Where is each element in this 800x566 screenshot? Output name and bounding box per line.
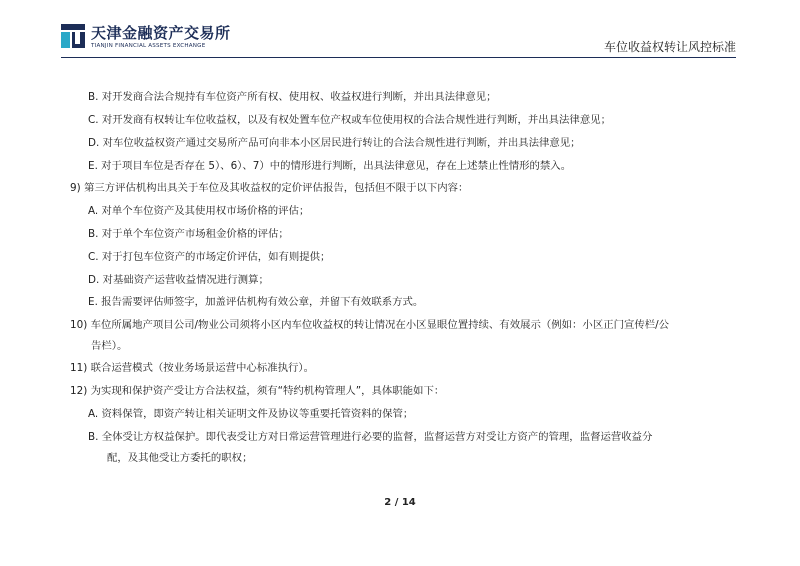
numbered-item-12: 12) 为实现和保护资产受让方合法权益，须有“特约机构管理人”，具体职能如下： [70, 385, 445, 397]
list-item-e-prohibited: E. 对于项目车位是否存在 5）、6）、7）中的情形进行判断，出具法律意见，存在上述禁止性情形的禁入。 [88, 160, 572, 172]
list-item-b-ownership: B. 对开发商合法合规持有车位资产所有权、使用权、收益权进行判断，并出具法律意见； [88, 91, 497, 103]
list-item-c-transfer-right: C. 对开发商有权转让车位收益权，以及有权处置车位产权或车位使用权的合法合规性进行判断，并出具法律意见； [88, 114, 611, 126]
list-item-d-revenue-estimate: D. 对基础资产运营收益情况进行测算； [88, 274, 269, 286]
list-item-e-appraiser-signature: E. 报告需要评估师签字，加盖评估机构有效公章，并留下有效联系方式。 [88, 296, 424, 308]
list-item-a-market-price: A. 对单个车位资产及其使用权市场价格的评估； [88, 205, 310, 217]
list-item-b-rent-price: B. 对于单个车位资产市场租金价格的评估； [88, 228, 289, 240]
header-divider [61, 57, 736, 58]
tjfae-logo [61, 24, 251, 54]
numbered-item-10-continued: 告栏）。 [91, 340, 128, 352]
numbered-item-11: 11) 联合运营模式（按业务场景运营中心标准执行）。 [70, 362, 314, 374]
document-title: 车位收益权转让风控标准 [603, 40, 736, 54]
page-number: 2 / 14 [384, 497, 416, 508]
list-item-b-continued: 配，及其他受让方委托的职权； [107, 452, 253, 464]
logo-english-name: TIANJIN FINANCIAL ASSETS EXCHANGE [91, 43, 206, 49]
list-item-a-document-custody: A. 资料保管，即资产转让相关证明文件及协议等重要托管资料的保管； [88, 408, 414, 420]
list-item-b-rights-protection: B. 全体受让方权益保护。即代表受让方对日常运营管理进行必要的监督，监督运营方对受让方资产的管理，监督运营收益分 [88, 431, 653, 443]
tjfae-logo-mark-icon [61, 24, 85, 48]
list-item-c-package-pricing: C. 对于打包车位资产的市场定价评估，如有则提供； [88, 251, 331, 263]
numbered-item-9: 9) 第三方评估机构出具关于车位及其收益权的定价评估报告，包括但不限于以下内容： [70, 182, 469, 194]
list-item-d-nonresident-transfer: D. 对车位收益权资产通过交易所产品可向非本小区居民进行转让的合法合规性进行判断，并出具法律意见； [88, 137, 581, 149]
logo-chinese-name: 天津金融资产交易所 [91, 24, 231, 42]
numbered-item-10: 10) 车位所属地产项目公司/物业公司须将小区内车位收益权的转让情况在小区显眼位置持续、有效展示（例如：小区正门宣传栏/公 [70, 319, 670, 331]
